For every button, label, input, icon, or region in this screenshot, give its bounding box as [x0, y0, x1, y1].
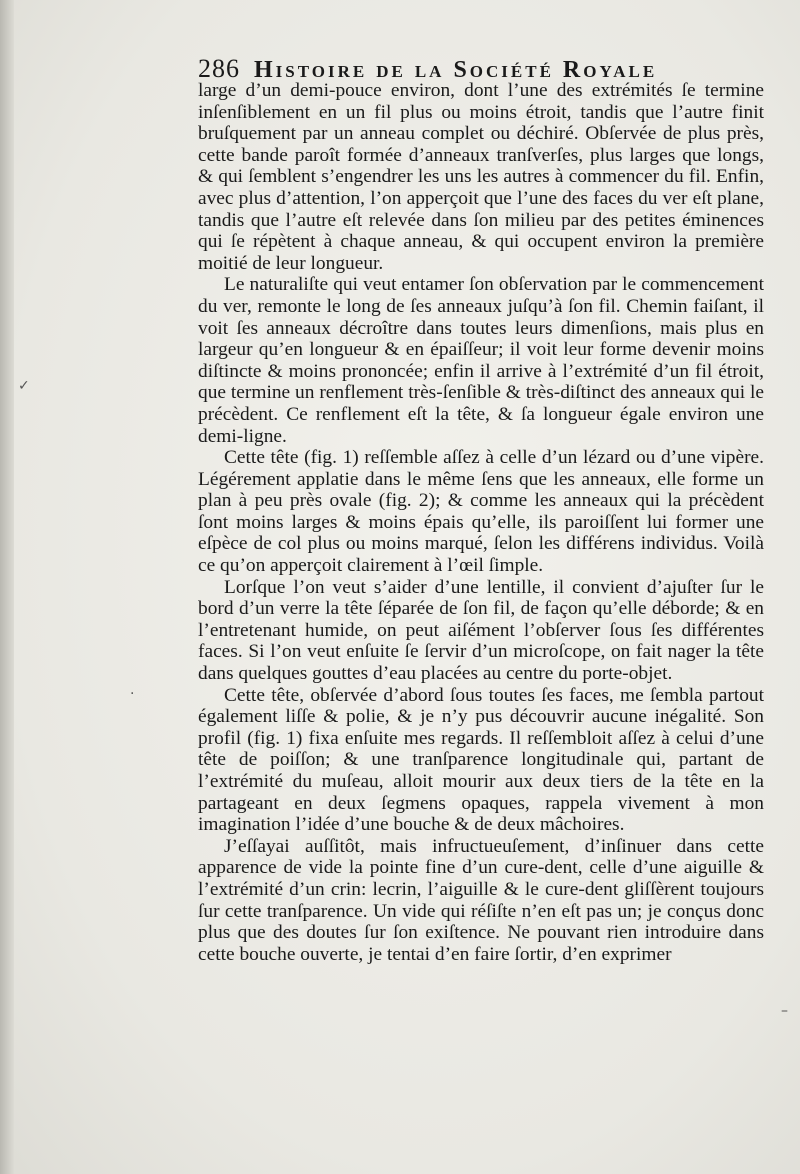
paragraph: Lorſque l’on veut s’aider d’une lentille, il convient d’ajuſter ſur le bord d’un verre la tête ſéparée de ſon fil, de façon qu’elle déborde; & en l’entretenant humide, on peut aiſément l’obſerver ſous ſes différentes faces. Si l’on veut enſuite ſe ſervir d’un microſcope, on fait nager la tête dans quelques gouttes d’eau placées au centre du porte-objet.: [198, 576, 764, 685]
paragraph: Cette tête, obſervée d’abord ſous toutes ſes faces, me ſembla partout également liſſe & polie, & je n’y pus découvrir aucune inégalité. Son profil (fig. 1) fixa enſuite mes regards. Il reſſembloit aſſez à celui d’une tête de poiſſon; & une tranſparence longitudinale qui, partant de l’extrémité du muſeau, alloit mourir aux deux tiers de la tête en la partageant en deux ſegmens opaques, rappela vivement à mon imagination l’idée d’une bouche & de deux mâchoires.: [198, 684, 764, 836]
page-gutter: [0, 0, 14, 1174]
paragraph: Le naturaliſte qui veut entamer ſon obſervation par le commencement du ver, remonte le long de ſes anneaux juſqu’à ſon fil. Chemin faiſant, il voit ſes anneaux décroître dans toutes leurs dimenſions, mais plus en largeur qu’en longueur & en épaiſſeur; il voit leur forme devenir moins diſtincte & moins prononcée; enfin il arrive à l’extrémité d’un fil étroit, que termine un renflement très-ſenſible & très-diſtinct des anneaux qui le précèdent. Ce renflement eſt la tête, & ſa longueur égale environ une demi-ligne.: [198, 274, 764, 447]
body-text: [198, 80, 764, 965]
margin-dot: ·: [130, 686, 135, 702]
paragraph: J’eſſayai auſſitôt, mais infructueuſement, d’inſinuer dans cette apparence de vide la pointe fine d’un cure-dent, celle d’une aiguille & l’extrémité d’un crin: lecrin, l’aiguille & le cure-dent gliſſèrent toujours ſur cette tranſparence. Un vide qui réſiſte n’en eſt pas un; je conçus donc plus que des doutes ſur ſon exiſtence. Ne pouvant rien introduire dans cette bouche ouverte, je tentai d’en faire ſortir, d’en exprimer: [198, 835, 764, 965]
page-number: 286: [198, 54, 240, 83]
paragraph: Cette tête (fig. 1) reſſemble aſſez à celle d’un lézard ou d’une vipère. Légérement applatie dans le même ſens que les anneaux, elle forme un plan à peu près ovale (fig. 2); & comme les anneaux qui la précèdent ſont moins larges & moins épais qu’elle, ils paroiſſent lui former une eſpèce de col plus ou moins marqué, ſelon les différens individus. Voilà ce qu’on apperçoit clairement à l’œil ſimple.: [198, 447, 764, 577]
margin-mark: –: [781, 1003, 788, 1019]
paragraph-continued: large d’un demi-pouce environ, dont l’une des extrémités ſe termine inſenſiblement en un fil plus ou moins étroit, tandis que l’autre finit bruſquement par un anneau complet ou déchiré. Obſervée de plus près, cette bande paroît formée d’anneaux tranſverſes, plus larges que longs, & qui ſemblent s’engendrer les uns les autres à commencer du fil. Enfin, avec plus d’attention, l’on apperçoit que l’une des faces du ver eſt plane, tandis que l’autre eſt relevée dans ſon milieu par des petites éminences qui ſe répètent à chaque anneau, & qui occupent environ la première moitié de leur longueur.: [198, 80, 764, 274]
running-title: Histoire de la Société Royale: [254, 57, 658, 83]
margin-mark: ✓: [18, 378, 30, 394]
